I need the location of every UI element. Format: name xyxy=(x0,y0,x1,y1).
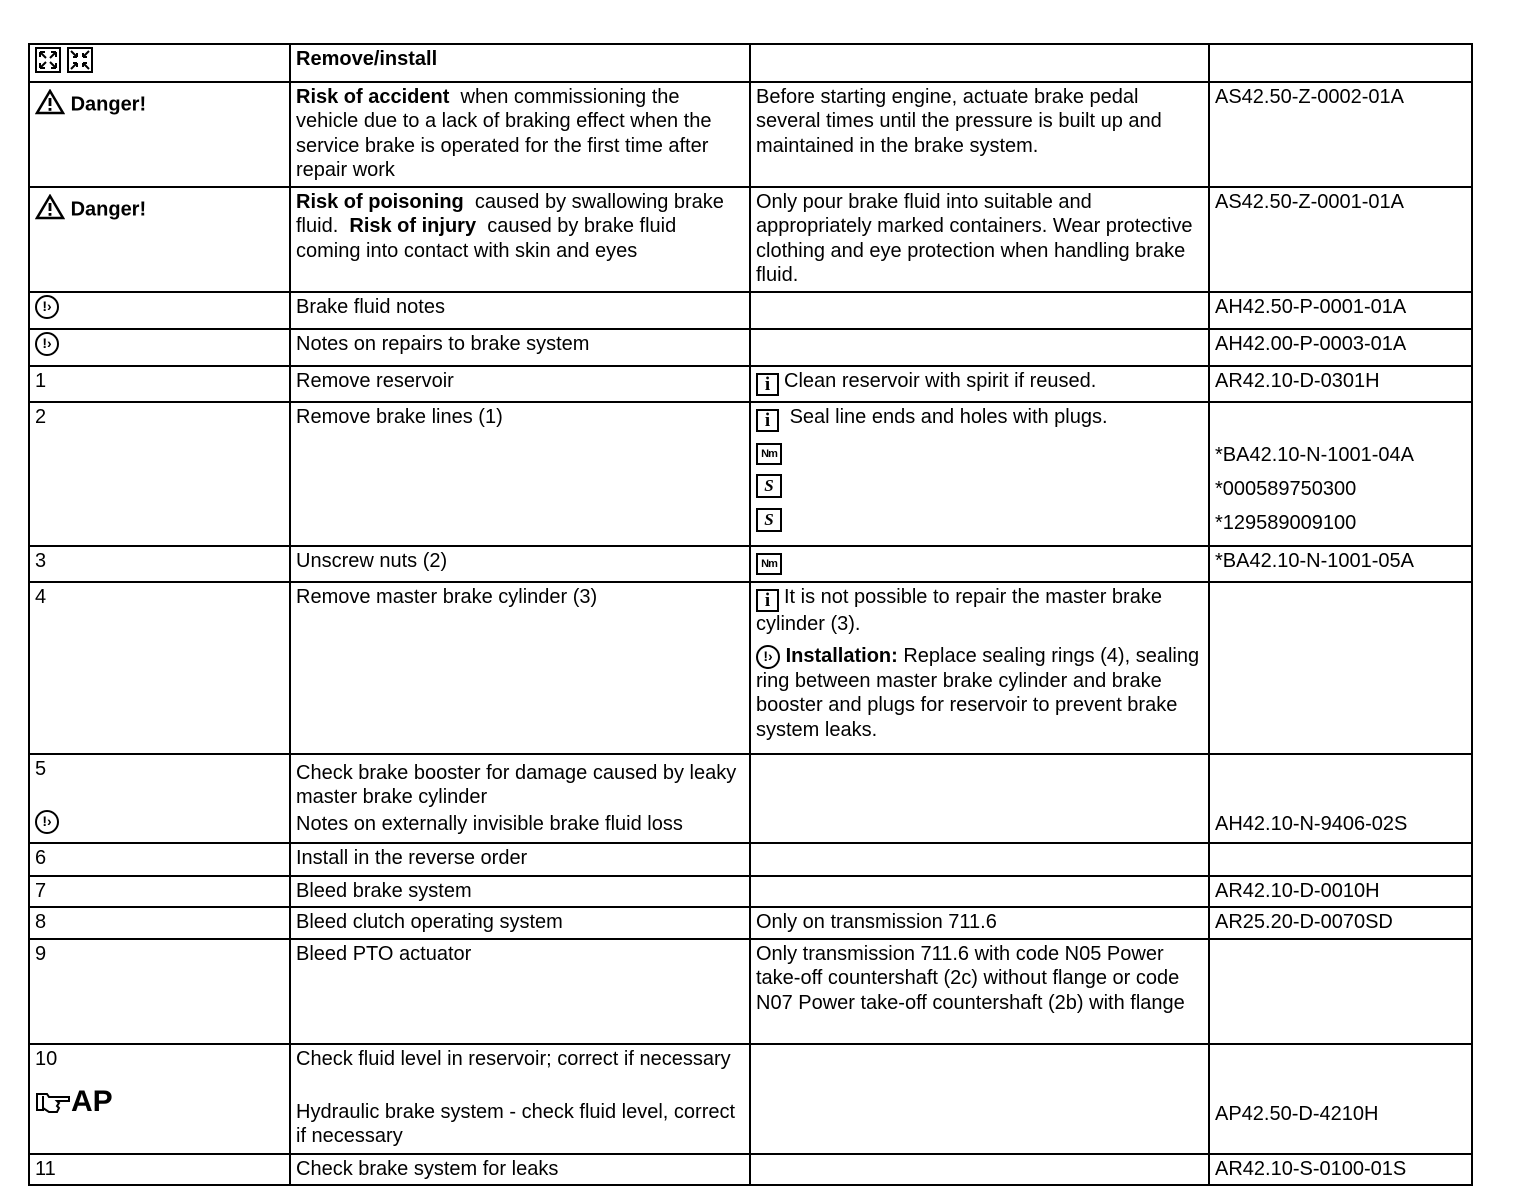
ap-label: AP xyxy=(71,1084,113,1118)
procedure-table xyxy=(28,43,1473,1186)
note-ref[interactable]: AH42.00-P-0003-01A xyxy=(1209,329,1472,366)
step-row: 8 Bleed clutch operating system Only on transmission 711.6 AR25.20-D-0070SD xyxy=(29,907,1472,939)
torque-icon: Nm xyxy=(756,443,782,465)
info-icon: i xyxy=(756,373,779,396)
step-row: 2 Remove brake lines (1) i Seal line ends and holes with plugs. Nm S S *BA42.10-N-1001-04A *000589750300 *129589009100 xyxy=(29,402,1472,546)
collapse-icon[interactable] xyxy=(67,47,93,80)
step-row: 6 Install in the reverse order xyxy=(29,843,1472,876)
danger-measure: Before starting engine, actuate brake pedal several times until the pressure is built up and maintained in the brake system. xyxy=(750,82,1209,187)
danger-row xyxy=(29,82,1472,187)
danger-measure: Only pour brake fluid into suitable and appropriately marked containers. Wear protective clothing and eye protection when handling brake fluid. xyxy=(750,187,1209,292)
note-icon: !› xyxy=(35,295,59,319)
ap-ref[interactable]: AP42.50-D-4210H xyxy=(1215,1102,1379,1125)
step-ref[interactable]: AR42.10-S-0100-01S xyxy=(1209,1154,1472,1185)
step-row: 3 Unscrew nuts (2) Nm *BA42.10-N-1001-05A xyxy=(29,546,1472,582)
torque-ref[interactable]: *BA42.10-N-1001-04A xyxy=(1215,443,1415,466)
step-row: 10 AP Check fluid level in reservoir; correct if necessary Hydraulic brake system - check fluid level, correct if necessary AP42.50-D-4210H xyxy=(29,1044,1472,1154)
torque-ref[interactable]: *BA42.10-N-1001-05A xyxy=(1209,546,1472,582)
installation-note-icon: !› xyxy=(756,645,780,669)
header-row xyxy=(29,44,1472,82)
step-row: 1 Remove reservoir i Clean reservoir with spirit if reused. AR42.10-D-0301H xyxy=(29,366,1472,402)
info-icon: i xyxy=(756,409,779,432)
pointing-hand-icon xyxy=(35,1090,71,1121)
danger-risk: Risk of accident when commissioning the vehicle due to a lack of braking effect when the service brake is operated for the first time after repair work xyxy=(290,82,750,187)
step-ref[interactable]: AR42.10-D-0301H xyxy=(1209,366,1472,402)
danger-ref: AS42.50-Z-0002-01A xyxy=(1209,82,1472,187)
step-row: 11 Check brake system for leaks AR42.10-S-0100-01S xyxy=(29,1154,1472,1185)
info-icon: i xyxy=(756,589,779,612)
header-icons-cell xyxy=(29,44,290,82)
danger-risk: Risk of poisoning caused by swallowing brake fluid. Risk of injury caused by brake fluid coming into contact with skin and eyes xyxy=(290,187,750,292)
warning-triangle-icon xyxy=(35,89,65,122)
special-tool-icon: S xyxy=(756,508,782,532)
step-row: 4 Remove master brake cylinder (3) i It is not possible to repair the master brake cylinder (3). !› Installation: Replace sealing rings (4), sealing ring between master brake cylinder and brake booster and plugs for reservoir to prevent brake system leaks. xyxy=(29,582,1472,754)
step-row: 9 Bleed PTO actuator Only transmission 711.6 with code N05 Power take-off countershaft (2c) without flange or code N07 Power take-off countershaft (2b) with flange xyxy=(29,939,1472,1044)
step-ref[interactable]: AR25.20-D-0070SD xyxy=(1209,907,1472,939)
tool-ref[interactable]: *000589750300 xyxy=(1215,477,1357,500)
danger-row xyxy=(29,187,1472,292)
expand-icon[interactable] xyxy=(35,47,61,80)
warning-triangle-icon xyxy=(35,194,65,227)
step-row: 5 !› Check brake booster for damage caused by leaky master brake cylinder Notes on externally invisible brake fluid loss AH42.10-N-9406-02S xyxy=(29,754,1472,843)
note-icon: !› xyxy=(35,332,59,356)
danger-ref: AS42.50-Z-0001-01A xyxy=(1209,187,1472,292)
header-title: Remove/install xyxy=(290,44,750,82)
tool-ref[interactable]: *129589009100 xyxy=(1215,511,1357,534)
note-row: !› Brake fluid notes AH42.50-P-0001-01A xyxy=(29,292,1472,329)
special-tool-icon: S xyxy=(756,474,782,498)
note-row: !› Notes on repairs to brake system AH42.00-P-0003-01A xyxy=(29,329,1472,366)
note-ref[interactable]: AH42.50-P-0001-01A xyxy=(1209,292,1472,329)
note-icon: !› xyxy=(35,810,59,834)
danger-label: Danger! xyxy=(70,93,147,116)
step-ref[interactable]: AR42.10-D-0010H xyxy=(1209,876,1472,907)
danger-label: Danger! xyxy=(70,198,147,221)
torque-icon: Nm xyxy=(756,553,782,575)
step-row: 7 Bleed brake system AR42.10-D-0010H xyxy=(29,876,1472,907)
note-ref[interactable]: AH42.10-N-9406-02S xyxy=(1215,812,1408,835)
